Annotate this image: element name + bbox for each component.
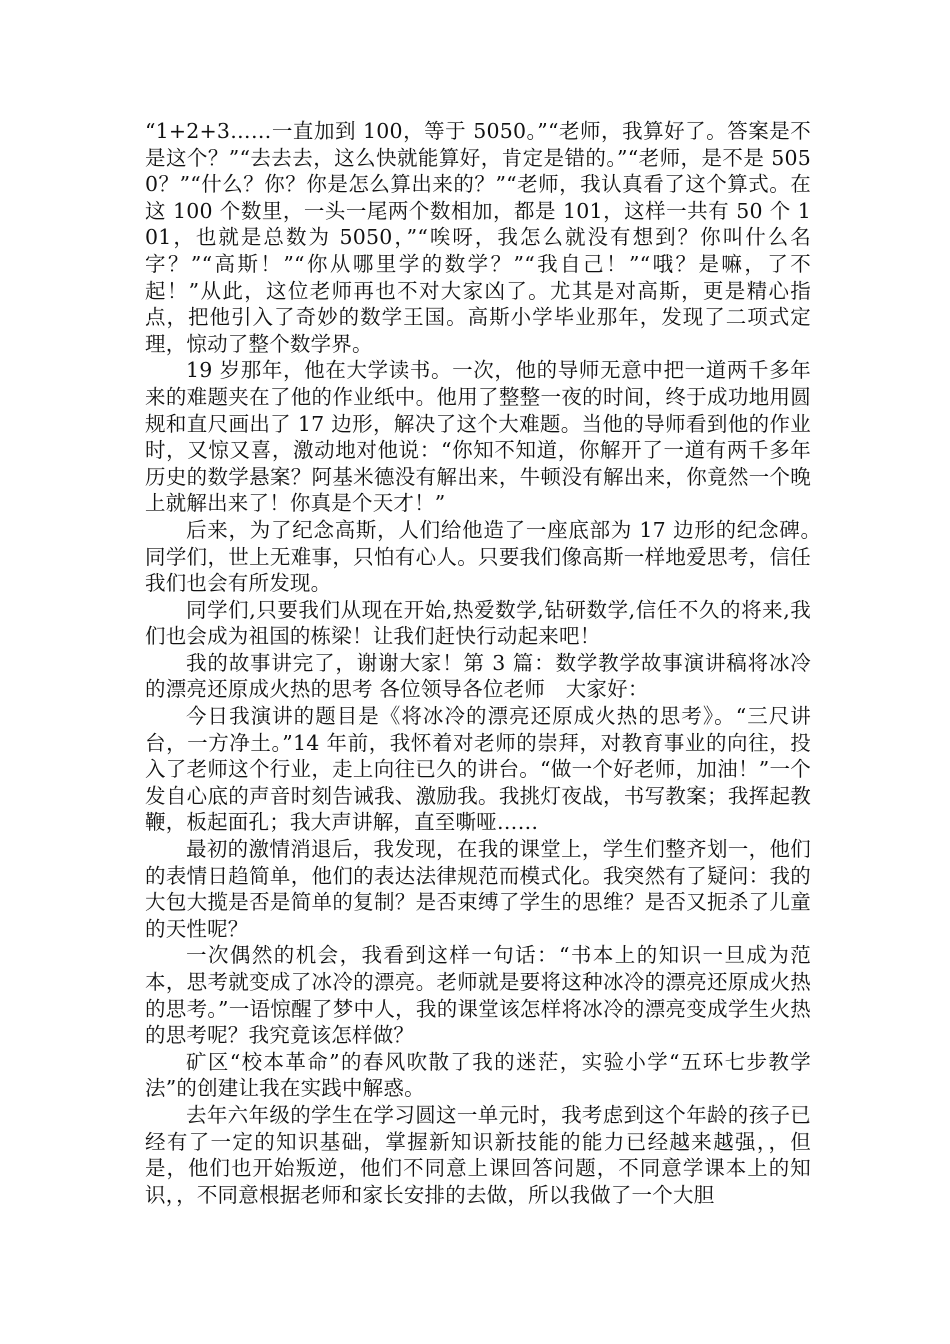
paragraph: 最初的激情消退后，我发现，在我的课堂上，学生们整齐划一，他们的表情日趋简单，他们的表达法律规范而模式化。我突然有了疑问：我的大包大揽是否是简单的复制？是否束缚了学生的思维？是否又扼杀了儿童的天性呢？ [145, 837, 811, 941]
paragraph: 今日我演讲的题目是《将冰冷的漂亮还原成火热的思考》。“三尺讲台，一方净土。”14 年前，我怀着对老师的崇拜，对教育事业的向往，投入了老师这个行业，走上向往已久的讲台。“做一个好老师，加油！”一个发自心底的声音时刻告诫我、激励我。我挑灯夜战，书写教案；我挥起教鞭，板起面孔；我大声讲解，直至嘶哑…… [145, 704, 811, 835]
paragraph: 我的故事讲完了，谢谢大家！第 3 篇：数学教学故事演讲稿将冰冷的漂亮还原成火热的思考 各位领导各位老师 大家好： [145, 650, 811, 702]
document-body [145, 118, 832, 1208]
paragraph: 矿区“校本革命”的春风吹散了我的迷茫，实验小学“五环七步教学法”的创建让我在实践中解惑。 [145, 1049, 811, 1101]
paragraph: 去年六年级的学生在学习圆这一单元时，我考虑到这个年龄的孩子已经有了一定的知识基础，掌握新知识新技能的能力已经越来越强，，但是，他们也开始叛逆，他们不同意上课回答问题，不同意学课本上的知识，，不同意根据老师和家长安排的去做，所以我做了一个大胆 [145, 1102, 811, 1207]
paragraph: 19 岁那年，他在大学读书。一次，他的导师无意中把一道两千多年来的难题夹在了他的作业纸中。他用了整整一夜的时间，终于成功地用圆规和直尺画出了 17 边形，解决了这个大难题。当他的导师看到他的作业时，又惊又喜，激动地对他说：“你知不知道，你解开了一道有两千多年历史的数学悬案？阿基米德没有解出来，牛顿没有解出来，你竟然一个晚上就解出来了！你真是个天才！” [145, 358, 811, 516]
paragraph: 同学们,只要我们从现在开始,热爱数学,钻研数学,信任不久的将来,我们也会成为祖国的栋梁！让我们赶快行动起来吧！ [145, 597, 811, 649]
paragraph: 一次偶然的机会，我看到这样一句话：“书本上的知识一旦成为范本，思考就变成了冰冷的漂亮。老师就是要将这种冰冷的漂亮还原成火热的思考。”一语惊醒了梦中人，我的课堂该怎样将冰冷的漂亮变成学生火热的思考呢？我究竟该怎样做？ [145, 943, 811, 1048]
paragraph: 后来，为了纪念高斯，人们给他造了一座底部为 17 边形的纪念碑。 同学们，世上无难事，只怕有心人。只要我们像高斯一样地爱思考，信任我们也会有所发现。 [145, 517, 832, 596]
paragraph: “1+2+3……一直加到 100，等于 5050。”“老师，我算好了。答案是不是这个？”“去去去，这么快就能算好，肯定是错的。”“老师，是不是 5050？”“什么？你？你是怎么算出来的？”“老师，我认真看了这个算式。在这 100 个数里，一头一尾两个数相加，都是 101，这样一共有 50 个 101，也就是总数为 5050，”“唉呀，我怎么就没有想到？你叫什么名字？”“高斯！”“你从哪里学的数学？”“我自己！”“哦？是嘛，了不起！”从此，这位老师再也不对大家凶了。尤其是对高斯，更是精心指点，把他引入了奇妙的数学王国。高斯小学毕业那年，发现了二项式定理，惊动了整个数学界。 [145, 119, 811, 356]
